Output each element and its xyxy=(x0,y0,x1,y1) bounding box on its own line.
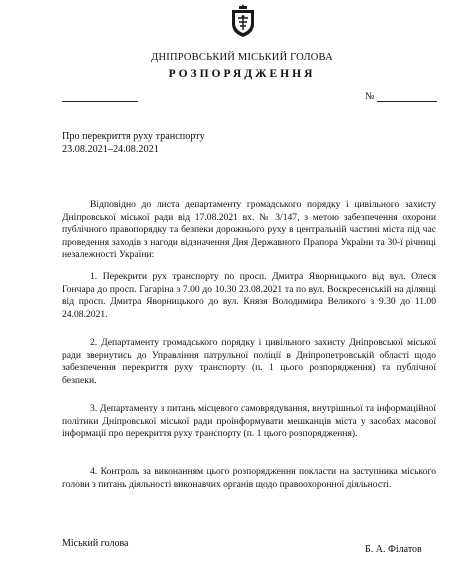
number-sign: № xyxy=(365,91,375,102)
date-blank-line xyxy=(62,101,138,102)
preamble-paragraph: Відповідно до листа департаменту громадського порядку і цивільного захисту Дніпровської міської ради від 17.08.2021 вх. № 3/147, з метою забезпечення охорони публічного правопорядку та безпеки дорожнього руху в центральній частині міста під час проведення заходів з нагоди відзначення Дня Державного Прапора України та 30-ї річниці незалежності України: xyxy=(62,199,436,261)
clause-4-paragraph: 4. Контроль за виконанням цього розпорядження покласти на заступника міського голови з питань діяльності виконавчих органів щодо правоохоронної діяльності. xyxy=(62,466,436,490)
subject-line-title: Про перекриття руху транспорту xyxy=(62,131,205,142)
document-type-title: РОЗПОРЯДЖЕННЯ xyxy=(168,68,316,80)
document-number-field xyxy=(365,91,437,102)
organization-title: ДНІПРОВСЬКИЙ МІСЬКИЙ ГОЛОВА xyxy=(151,52,333,63)
clause-2-paragraph: 2. Департаменту громадського порядку і цивільного захисту Дніпровської міської ради звернутись до Управління патрульної поліції в Дніпропетровській області щодо забезпечення перекриття руху транспорту (п. 1 цього розпорядження) та публічної безпеки. xyxy=(62,337,436,386)
subject-line-dates: 23.08.2021–24.08.2021 xyxy=(62,143,159,155)
coat-of-arms-icon xyxy=(230,4,256,38)
clause-3-paragraph: 3. Департаменту з питань місцевого самоврядування, внутрішньої та інформаційної політики Дніпровської міської ради проінформувати мешканців міста у засобах масової інформації про перекриття руху транспорту (п. 1 цього розпорядження). xyxy=(62,403,436,440)
number-blank-line xyxy=(377,92,437,102)
clause-1-paragraph: 1. Перекрити рух транспорту по просп. Дмитра Яворницького від вул. Олеся Гончара до просп. Гагаріна з 7.00 до 10.30 23.08.2021 та по вул. Воскресенській на ділянці від просп. Дмитра Яворницького до вул. Князя Володимира Великого з 9.30 до 11.00 24.08.2021. xyxy=(62,271,436,320)
document-subject xyxy=(62,131,205,156)
signatory-name: Б. А. Філатов xyxy=(365,544,422,555)
signatory-position: Міський голова xyxy=(62,538,129,549)
